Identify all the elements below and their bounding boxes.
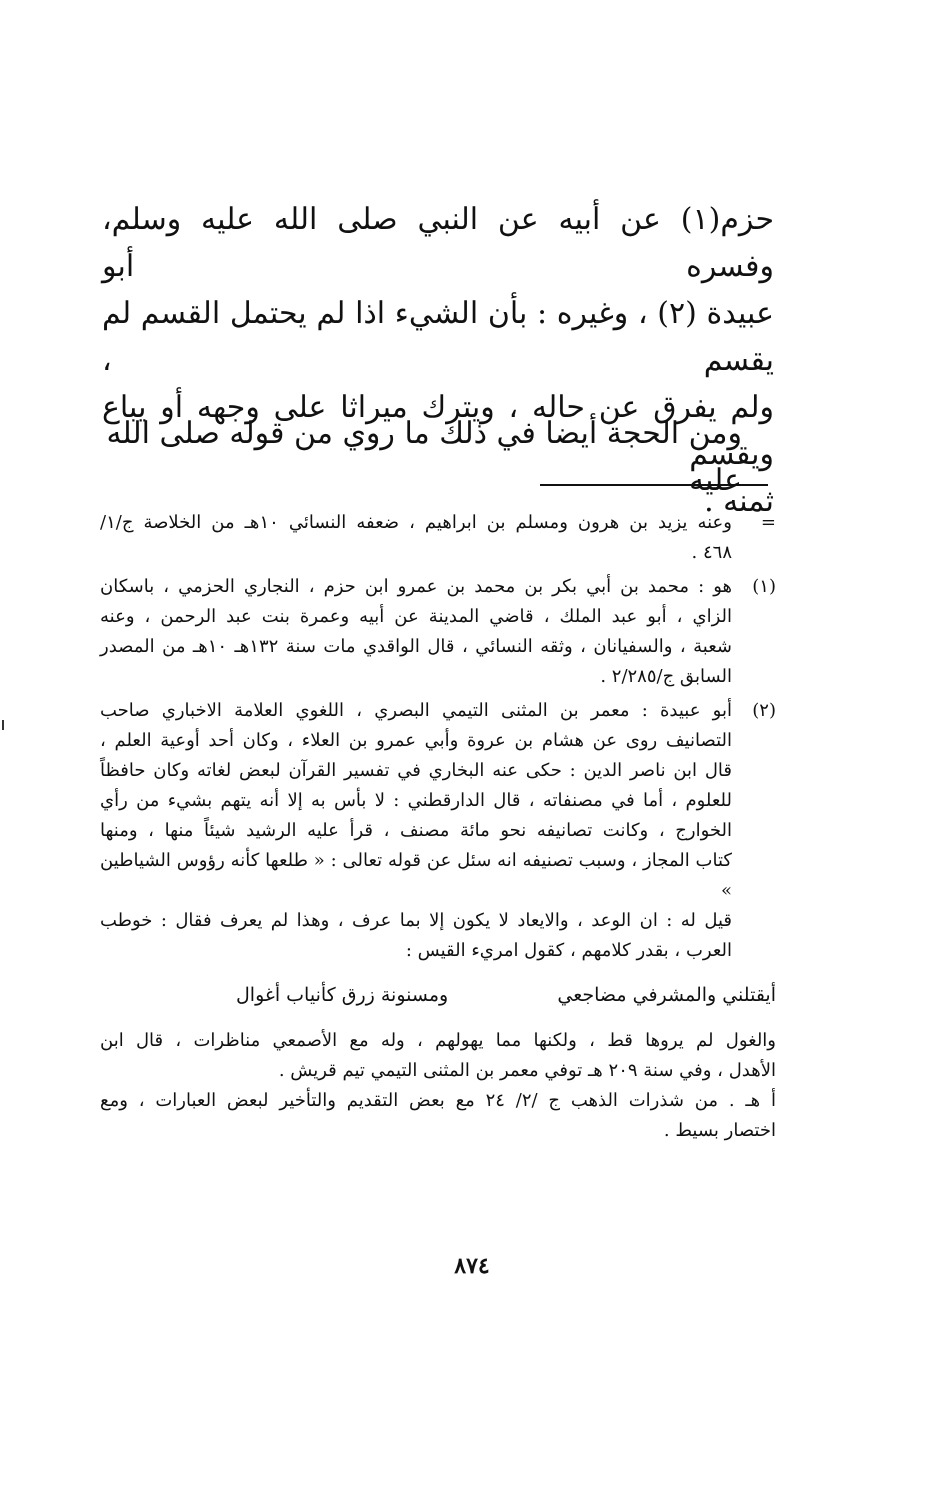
verse-second-hemistich: ومسنونة زرق كأنياب أغوال	[236, 984, 449, 1006]
footnote-separator	[540, 484, 768, 486]
footnote-line: الزاي ، أبو عبد الملك ، قاضي المدينة عن أبيه وعمرة بنت عبد الرحمن ، وعنه	[100, 606, 732, 627]
footnote-line: وعنه يزيد بن هرون ومسلم بن ابراهيم ، ضعفه النسائي ١٠هـ من الخلاصة ج/١/	[100, 512, 732, 533]
footnote-marker: =	[760, 512, 776, 533]
footnote-text	[100, 696, 732, 966]
main-line: ولم يفرق عن حاله ، ويترك ميراثا على وجهه أو يباع ويقسم	[102, 390, 774, 472]
scan-edge-mark	[2, 720, 4, 730]
second-paragraph: ومن الحجة أيضا في ذلك ما روي من قوله صلى الله عليه	[106, 416, 742, 498]
continuation-line: أ هـ . من شذرات الذهب ج /٢/ ٢٤ مع بعض التقديم والتأخير لبعض العبارات ، ومع	[100, 1090, 776, 1111]
footnote-marker: (١)	[752, 576, 776, 597]
main-line: عبيدة (٢) ، وغيره : بأن الشيء اذا لم يحتمل القسم لم يقسم ،	[102, 296, 774, 378]
footnote-continued	[100, 508, 776, 568]
footnote-marker: (٢)	[752, 700, 776, 721]
footnote-1	[100, 572, 776, 692]
footnote-line: قيل له : ان الوعد ، والايعاد لا يكون إلا بما عرف ، وهذا لم يعرف فقال : خوطب	[100, 910, 732, 931]
footnote-text	[100, 508, 732, 568]
continuation-line: والغول لم يروها قط ، ولكنها مما يهولهم ، وله مع الأصمعي مناظرات ، قال ابن	[100, 1030, 776, 1051]
footnote-line: كتاب المجاز ، وسبب تصنيفه انه سئل عن قوله تعالى : « طلعها كأنه رؤوس الشياطين »	[100, 850, 732, 901]
footnote-line: الخوارج ، وكانت تصانيفه نحو مائة مصنف ، قرأ عليه الرشيد شيئاً منها ، ومنها	[100, 820, 732, 841]
footnote-line: التصانيف روى عن هشام بن عروة وأبي عمرو بن العلاء ، وكان أحد أوعية العلم ،	[100, 730, 732, 751]
main-line: ثمنه .	[704, 484, 774, 519]
footnote-line: ٤٦٨ .	[691, 542, 732, 563]
continuation-line: اختصار بسيط .	[663, 1120, 776, 1141]
poetry-verse	[236, 978, 776, 1012]
main-line: حزم(١) عن أبيه عن النبي صلى الله عليه وسلم، وفسره أبو	[102, 202, 774, 284]
continuation-line: الأهدل ، وفي سنة ٢٠٩ هـ توفي معمر بن المثنى التيمي تيم قريش .	[278, 1060, 776, 1081]
verse-first-hemistich: أيقتلني والمشرفي مضاجعي	[557, 984, 776, 1006]
footnote-line: هو : محمد بن أبي بكر بن محمد بن عمرو ابن حزم ، النجاري الحزمي ، باسكان	[100, 576, 732, 597]
footnotes	[100, 508, 776, 1146]
footnote-line: للعلوم ، أما في مصنفاته ، قال الدارقطني : لا بأس به إلا أنه يتهم بشيء من رأي	[100, 790, 732, 811]
footnote-line: قال ابن ناصر الدين : حكى عنه البخاري في تفسير القرآن لبعض لغاته وكان حافظاً	[100, 760, 732, 781]
footnote-2	[100, 696, 776, 966]
footnote-text	[100, 572, 732, 692]
footnote-line: شعبة ، والسفيانان ، وثقه النسائي ، قال الواقدي مات سنة ١٣٢هـ ١٠هـ من المصدر	[100, 636, 732, 657]
footnote-line: السابق ج/٢/٢٨٥ .	[600, 666, 732, 687]
page-number: ٨٧٤	[454, 1253, 490, 1279]
footnote-continuation	[100, 1026, 776, 1146]
footnote-line: أبو عبيدة : معمر بن المثنى التيمي البصري ، اللغوي العلامة الاخباري صاحب	[100, 700, 732, 721]
footnote-line: العرب ، بقدر كلامهم ، كقول امريء القيس :	[405, 940, 732, 961]
